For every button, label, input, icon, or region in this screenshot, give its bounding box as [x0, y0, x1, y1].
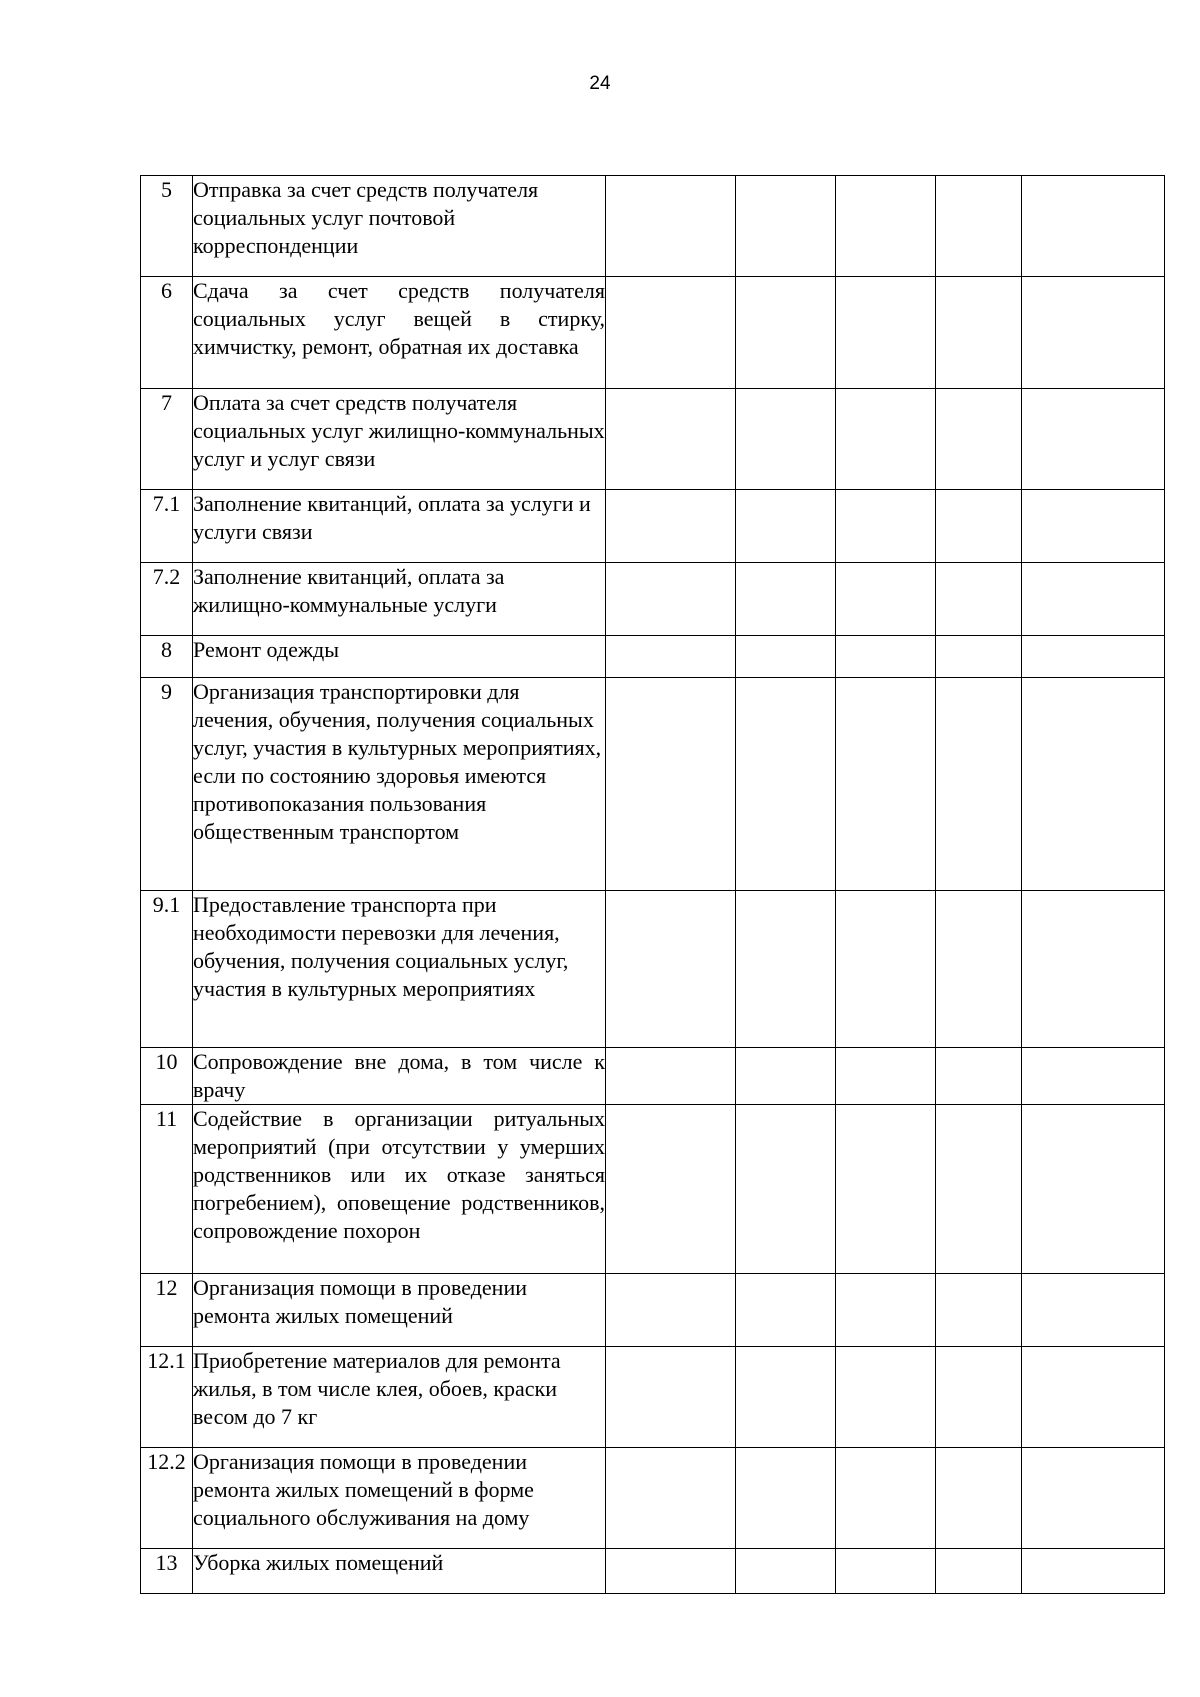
- empty-cell: [836, 891, 936, 1048]
- empty-cell: [736, 1448, 836, 1549]
- empty-cell: [1022, 1048, 1165, 1105]
- service-description: Оплата за счет средств получателя социальных услуг жилищно-коммунальных услуг и услуг связи: [193, 389, 606, 490]
- empty-cell: [836, 1105, 936, 1274]
- empty-cell: [606, 1105, 736, 1274]
- row-number: 7.2: [141, 563, 193, 636]
- row-number: 12.2: [141, 1448, 193, 1549]
- empty-cell: [736, 563, 836, 636]
- empty-cell: [936, 891, 1022, 1048]
- table-row: [141, 1048, 1165, 1105]
- empty-cell: [836, 1549, 936, 1594]
- empty-cell: [736, 389, 836, 490]
- empty-cell: [1022, 563, 1165, 636]
- empty-cell: [836, 1448, 936, 1549]
- empty-cell: [1022, 891, 1165, 1048]
- empty-cell: [736, 636, 836, 678]
- empty-cell: [936, 1549, 1022, 1594]
- empty-cell: [1022, 490, 1165, 563]
- empty-cell: [1022, 678, 1165, 891]
- row-number: 9.1: [141, 891, 193, 1048]
- table-row: [141, 176, 1165, 277]
- empty-cell: [606, 1347, 736, 1448]
- empty-cell: [606, 891, 736, 1048]
- empty-cell: [606, 176, 736, 277]
- empty-cell: [1022, 1105, 1165, 1274]
- empty-cell: [936, 277, 1022, 389]
- service-description: Отправка за счет средств получателя социальных услуг почтовой корреспонденции: [193, 176, 606, 277]
- empty-cell: [836, 389, 936, 490]
- empty-cell: [1022, 389, 1165, 490]
- empty-cell: [936, 490, 1022, 563]
- empty-cell: [936, 1347, 1022, 1448]
- empty-cell: [606, 1048, 736, 1105]
- empty-cell: [836, 1048, 936, 1105]
- empty-cell: [936, 1274, 1022, 1347]
- empty-cell: [836, 176, 936, 277]
- row-number: 7.1: [141, 490, 193, 563]
- empty-cell: [836, 1347, 936, 1448]
- service-description: Организация помощи в проведении ремонта жилых помещений в форме социального обслуживания на дому: [193, 1448, 606, 1549]
- service-description: Организация помощи в проведении ремонта жилых помещений: [193, 1274, 606, 1347]
- empty-cell: [1022, 1274, 1165, 1347]
- service-description: Сопровождение вне дома, в том числе к врачу: [193, 1048, 606, 1105]
- empty-cell: [836, 277, 936, 389]
- empty-cell: [736, 678, 836, 891]
- empty-cell: [736, 891, 836, 1048]
- empty-cell: [936, 1105, 1022, 1274]
- empty-cell: [606, 563, 736, 636]
- row-number: 7: [141, 389, 193, 490]
- row-number: 12.1: [141, 1347, 193, 1448]
- table-row: [141, 678, 1165, 891]
- service-description: Заполнение квитанций, оплата за услуги и услуги связи: [193, 490, 606, 563]
- empty-cell: [936, 678, 1022, 891]
- empty-cell: [1022, 1549, 1165, 1594]
- table-row: [141, 1105, 1165, 1274]
- empty-cell: [1022, 1448, 1165, 1549]
- row-number: 11: [141, 1105, 193, 1274]
- empty-cell: [736, 1274, 836, 1347]
- table-row: [141, 1274, 1165, 1347]
- empty-cell: [1022, 277, 1165, 389]
- empty-cell: [606, 636, 736, 678]
- page-number: 24: [589, 73, 611, 94]
- table-row: [141, 1448, 1165, 1549]
- empty-cell: [606, 1549, 736, 1594]
- row-number: 9: [141, 678, 193, 891]
- service-description: Приобретение материалов для ремонта жилья, в том числе клея, обоев, краски весом до 7 кг: [193, 1347, 606, 1448]
- empty-cell: [836, 636, 936, 678]
- empty-cell: [736, 1347, 836, 1448]
- table-row: [141, 389, 1165, 490]
- table-row: [141, 1549, 1165, 1594]
- empty-cell: [1022, 1347, 1165, 1448]
- empty-cell: [936, 389, 1022, 490]
- empty-cell: [736, 490, 836, 563]
- service-description: Ремонт одежды: [193, 636, 606, 678]
- empty-cell: [836, 490, 936, 563]
- table-row: [141, 277, 1165, 389]
- service-description: Заполнение квитанций, оплата за жилищно-коммунальные услуги: [193, 563, 606, 636]
- row-number: 8: [141, 636, 193, 678]
- service-description: Уборка жилых помещений: [193, 1549, 606, 1594]
- table-row: [141, 891, 1165, 1048]
- service-description: Организация транспортировки для лечения, обучения, получения социальных услуг, участия в культурных мероприятиях, если по состоянию здоровья имеются противопоказания пользования общественным транспортом: [193, 678, 606, 891]
- empty-cell: [1022, 636, 1165, 678]
- empty-cell: [936, 1048, 1022, 1105]
- empty-cell: [606, 1274, 736, 1347]
- row-number: 5: [141, 176, 193, 277]
- empty-cell: [736, 176, 836, 277]
- table-row: [141, 490, 1165, 563]
- empty-cell: [836, 563, 936, 636]
- service-description: Предоставление транспорта при необходимости перевозки для лечения, обучения, получения социальных услуг, участия в культурных мероприятиях: [193, 891, 606, 1048]
- table-row: [141, 636, 1165, 678]
- empty-cell: [836, 678, 936, 891]
- empty-cell: [936, 176, 1022, 277]
- row-number: 6: [141, 277, 193, 389]
- empty-cell: [736, 277, 836, 389]
- empty-cell: [606, 678, 736, 891]
- service-description: Сдача за счет средств получателя социальных услуг вещей в стирку, химчистку, ремонт, обратная их доставка: [193, 277, 606, 389]
- table-row: [141, 1347, 1165, 1448]
- empty-cell: [606, 277, 736, 389]
- empty-cell: [936, 1448, 1022, 1549]
- empty-cell: [736, 1048, 836, 1105]
- empty-cell: [606, 490, 736, 563]
- empty-cell: [606, 1448, 736, 1549]
- empty-cell: [836, 1274, 936, 1347]
- table-row: [141, 563, 1165, 636]
- empty-cell: [736, 1549, 836, 1594]
- empty-cell: [606, 389, 736, 490]
- empty-cell: [936, 636, 1022, 678]
- empty-cell: [936, 563, 1022, 636]
- empty-cell: [736, 1105, 836, 1274]
- services-table-body: [141, 176, 1165, 1594]
- row-number: 12: [141, 1274, 193, 1347]
- empty-cell: [1022, 176, 1165, 277]
- row-number: 10: [141, 1048, 193, 1105]
- service-description: Содействие в организации ритуальных мероприятий (при отсутствии у умерших родственников или их отказе заняться погребением), оповещение родственников, сопровождение похорон: [193, 1105, 606, 1274]
- row-number: 13: [141, 1549, 193, 1594]
- services-table: [140, 175, 1165, 1594]
